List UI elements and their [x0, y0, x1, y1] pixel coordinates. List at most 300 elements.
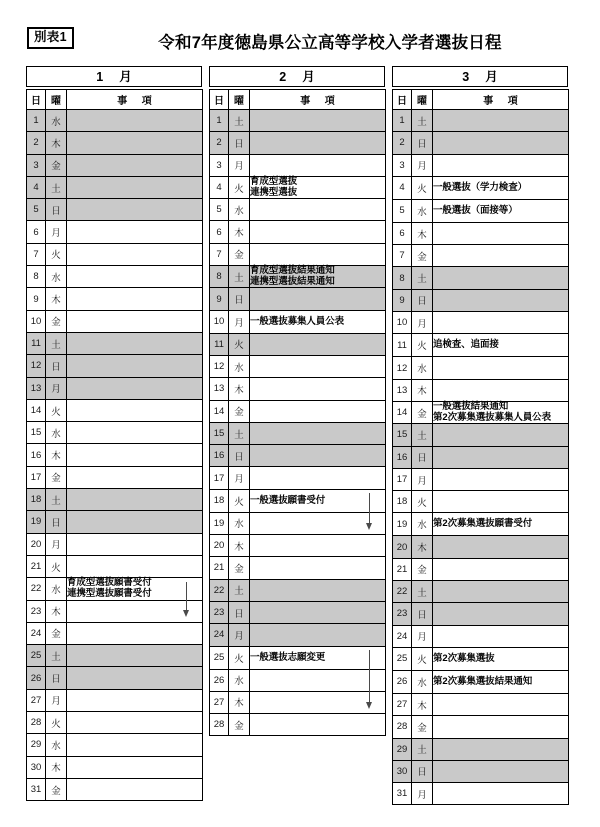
cell-event	[433, 783, 569, 805]
cell-event	[250, 512, 386, 534]
cell-event	[433, 760, 569, 782]
cell-event	[250, 467, 386, 489]
table-row	[27, 622, 203, 644]
cell-event	[67, 622, 203, 644]
cell-event	[67, 756, 203, 778]
cell-weekday: 金	[46, 622, 67, 644]
table-row	[210, 557, 386, 579]
cell-event	[250, 400, 386, 422]
cell-day: 21	[27, 555, 46, 577]
cell-event	[67, 154, 203, 176]
cell-day: 22	[27, 578, 46, 600]
cell-weekday: 木	[46, 756, 67, 778]
cell-event	[67, 332, 203, 354]
table-row	[393, 738, 569, 760]
table-row	[27, 377, 203, 399]
table-row	[27, 511, 203, 533]
cell-day: 19	[27, 511, 46, 533]
cell-weekday: 土	[229, 266, 250, 288]
cell-weekday: 金	[412, 245, 433, 267]
event-line-1: 第2次募集選抜結果通知	[433, 675, 533, 687]
cell-event	[67, 199, 203, 221]
cell-weekday: 日	[46, 667, 67, 689]
table-row	[210, 176, 386, 198]
calendar-table-3	[392, 89, 569, 805]
cell-day: 15	[393, 424, 412, 446]
cell-event	[433, 267, 569, 289]
cell-day: 2	[393, 132, 412, 154]
cell-day: 4	[210, 176, 229, 198]
cell-weekday: 日	[46, 199, 67, 221]
cell-day: 1	[27, 110, 46, 132]
table-row	[27, 422, 203, 444]
cell-event	[67, 176, 203, 198]
cell-event	[250, 199, 386, 221]
cell-day: 24	[27, 622, 46, 644]
cell-event	[67, 466, 203, 488]
cell-day: 11	[210, 333, 229, 355]
event-line-1: 育成型選抜願書受付	[67, 577, 152, 589]
month-title-3	[392, 66, 568, 87]
cell-weekday: 土	[412, 267, 433, 289]
cell-weekday: 火	[229, 333, 250, 355]
cell-day: 7	[210, 243, 229, 265]
cell-weekday: 火	[46, 243, 67, 265]
cell-event	[433, 536, 569, 558]
cell-day: 16	[393, 446, 412, 468]
table-row	[27, 176, 203, 198]
cell-day: 14	[393, 401, 412, 423]
col-header-item	[433, 90, 569, 110]
cell-event	[433, 647, 569, 670]
calendar-table-1	[26, 89, 203, 801]
page-title: 令和7年度徳島県公立高等学校入学者選抜日程	[158, 34, 502, 52]
cell-event	[250, 310, 386, 333]
cell-day: 3	[393, 154, 412, 176]
col-header-day: 日	[210, 90, 229, 110]
cell-weekday: 水	[229, 669, 250, 691]
col-header-item	[250, 90, 386, 110]
calendar-body-2	[210, 110, 386, 736]
event-line-2: 連携型選抜	[250, 186, 298, 198]
cell-event	[250, 355, 386, 377]
table-row	[210, 601, 386, 623]
cell-event	[67, 243, 203, 265]
cell-weekday: 金	[46, 778, 67, 800]
cell-weekday: 月	[412, 625, 433, 647]
cell-weekday: 土	[229, 579, 250, 601]
cell-weekday: 月	[412, 312, 433, 334]
cell-day: 10	[210, 310, 229, 333]
cell-event	[67, 533, 203, 555]
cell-event	[433, 625, 569, 647]
table-row	[393, 693, 569, 715]
cell-weekday: 日	[46, 511, 67, 533]
cell-weekday: 金	[46, 466, 67, 488]
table-row	[393, 289, 569, 311]
table-row	[393, 312, 569, 334]
month-block-2	[209, 66, 385, 736]
cell-event	[67, 399, 203, 421]
event-line-1: 一般選抜募集人員公表	[250, 315, 345, 327]
month-block-3	[392, 66, 568, 805]
cell-event	[250, 624, 386, 646]
cell-event	[433, 176, 569, 199]
cell-day: 18	[393, 491, 412, 513]
cell-weekday: 水	[229, 199, 250, 221]
table-row	[27, 489, 203, 511]
cell-weekday: 木	[229, 378, 250, 400]
cell-day: 26	[27, 667, 46, 689]
table-row	[210, 154, 386, 176]
cell-event	[67, 355, 203, 377]
cell-event	[67, 689, 203, 711]
table-row	[210, 310, 386, 333]
cell-weekday: 土	[229, 422, 250, 444]
table-row	[210, 445, 386, 467]
cell-day: 12	[27, 355, 46, 377]
event-line-1: 追検査、追面接	[433, 339, 499, 351]
cell-event	[433, 693, 569, 715]
table-row	[393, 760, 569, 782]
cell-event	[67, 778, 203, 800]
cell-event	[433, 603, 569, 625]
table-row	[393, 379, 569, 401]
cell-weekday: 木	[46, 600, 67, 622]
cell-weekday: 水	[229, 355, 250, 377]
month-suffix-1: 月	[119, 70, 132, 84]
appendix-badge: 別表1	[27, 27, 74, 49]
cell-event	[433, 154, 569, 176]
table-row	[210, 378, 386, 400]
cell-day: 28	[393, 716, 412, 738]
cell-weekday: 金	[412, 558, 433, 580]
calendar-body-3	[393, 110, 569, 805]
table-row	[27, 110, 203, 132]
table-header-row	[27, 90, 203, 110]
table-row	[210, 512, 386, 534]
cell-event	[433, 581, 569, 603]
cell-event	[433, 132, 569, 154]
cell-weekday: 日	[229, 601, 250, 623]
month-number-3: 3	[462, 70, 470, 84]
cell-weekday: 水	[229, 512, 250, 534]
table-row	[27, 132, 203, 154]
cell-day: 27	[393, 693, 412, 715]
cell-day: 29	[27, 734, 46, 756]
cell-event	[67, 734, 203, 756]
cell-event	[67, 511, 203, 533]
cell-event	[250, 601, 386, 623]
cell-day: 29	[393, 738, 412, 760]
cell-weekday: 月	[412, 783, 433, 805]
month-suffix-2: 月	[302, 70, 315, 84]
cell-weekday: 月	[229, 310, 250, 333]
table-row	[27, 444, 203, 466]
event-line-2: 第2次募集選抜募集人員公表	[433, 411, 551, 423]
cell-weekday: 金	[46, 154, 67, 176]
document-header	[0, 26, 600, 60]
cell-weekday: 木	[412, 693, 433, 715]
cell-weekday: 日	[229, 132, 250, 154]
cell-day: 1	[210, 110, 229, 132]
cell-weekday: 日	[412, 132, 433, 154]
cell-weekday: 月	[46, 533, 67, 555]
cell-event	[67, 578, 203, 600]
cell-event	[433, 222, 569, 244]
cell-day: 22	[393, 581, 412, 603]
table-row	[393, 110, 569, 132]
cell-event	[433, 716, 569, 738]
cell-day: 6	[210, 221, 229, 243]
cell-day: 28	[27, 712, 46, 734]
calendar-table-2	[209, 89, 386, 736]
col-header-item-left: 事	[300, 96, 311, 107]
cell-day: 27	[27, 689, 46, 711]
col-header-item-right: 項	[324, 96, 335, 107]
cell-weekday: 火	[46, 555, 67, 577]
cell-day: 5	[393, 199, 412, 222]
cell-day: 18	[27, 489, 46, 511]
cell-weekday: 水	[46, 422, 67, 444]
cell-day: 16	[27, 444, 46, 466]
cell-weekday: 日	[412, 289, 433, 311]
cell-day: 8	[210, 266, 229, 288]
cell-event	[250, 557, 386, 579]
cell-weekday: 土	[46, 332, 67, 354]
table-row	[210, 624, 386, 646]
table-row	[27, 266, 203, 288]
cell-weekday: 水	[412, 670, 433, 693]
cell-event	[67, 645, 203, 667]
table-header-row	[210, 90, 386, 110]
table-row	[27, 578, 203, 600]
cell-event	[67, 110, 203, 132]
table-row	[27, 756, 203, 778]
cell-event	[67, 310, 203, 332]
table-row	[393, 267, 569, 289]
cell-day: 15	[27, 422, 46, 444]
cell-day: 22	[210, 579, 229, 601]
cell-event	[67, 667, 203, 689]
table-row	[27, 600, 203, 622]
table-row	[27, 355, 203, 377]
col-header-weekday: 曜	[46, 90, 67, 110]
cell-day: 23	[210, 601, 229, 623]
cell-event	[433, 379, 569, 401]
cell-day: 13	[27, 377, 46, 399]
event-line-1: 第2次募集選抜願書受付	[433, 518, 533, 530]
table-row	[27, 310, 203, 332]
cell-weekday: 月	[229, 624, 250, 646]
table-row	[210, 400, 386, 422]
col-header-item-left: 事	[483, 96, 494, 107]
cell-day: 2	[27, 132, 46, 154]
cell-event	[250, 445, 386, 467]
table-row	[210, 535, 386, 557]
cell-event	[433, 245, 569, 267]
table-row	[393, 581, 569, 603]
cell-day: 24	[210, 624, 229, 646]
cell-day: 23	[393, 603, 412, 625]
cell-weekday: 水	[412, 199, 433, 222]
cell-day: 10	[393, 312, 412, 334]
cell-event	[250, 535, 386, 557]
cell-event	[433, 289, 569, 311]
table-row	[210, 489, 386, 512]
table-row	[27, 199, 203, 221]
table-row	[27, 332, 203, 354]
col-header-day: 日	[27, 90, 46, 110]
cell-day: 11	[27, 332, 46, 354]
cell-day: 25	[27, 645, 46, 667]
cell-day: 3	[27, 154, 46, 176]
cell-event	[67, 221, 203, 243]
table-row	[393, 401, 569, 423]
cell-event	[250, 154, 386, 176]
table-row	[393, 558, 569, 580]
cell-event	[250, 132, 386, 154]
cell-event	[67, 377, 203, 399]
cell-event	[67, 712, 203, 734]
cell-day: 7	[393, 245, 412, 267]
cell-day: 17	[393, 468, 412, 490]
cell-day: 23	[27, 600, 46, 622]
table-row	[27, 288, 203, 310]
table-row	[393, 446, 569, 468]
cell-day: 2	[210, 132, 229, 154]
cell-day: 28	[210, 714, 229, 736]
cell-day: 20	[27, 533, 46, 555]
cell-weekday: 火	[412, 647, 433, 670]
table-row	[210, 266, 386, 288]
table-row	[393, 783, 569, 805]
cell-weekday: 金	[229, 243, 250, 265]
cell-event	[250, 110, 386, 132]
cell-weekday: 土	[412, 110, 433, 132]
cell-day: 16	[210, 445, 229, 467]
month-title-2	[209, 66, 385, 87]
cell-weekday: 金	[229, 400, 250, 422]
cell-weekday: 月	[229, 154, 250, 176]
cell-weekday: 日	[412, 603, 433, 625]
cell-day: 10	[27, 310, 46, 332]
cell-day: 14	[27, 399, 46, 421]
cell-weekday: 木	[412, 222, 433, 244]
cell-day: 1	[393, 110, 412, 132]
col-header-item-right: 項	[141, 96, 152, 107]
table-row	[393, 468, 569, 490]
table-row	[393, 199, 569, 222]
table-row	[393, 491, 569, 513]
table-row	[393, 536, 569, 558]
cell-weekday: 土	[229, 110, 250, 132]
cell-day: 26	[393, 670, 412, 693]
table-row	[210, 467, 386, 489]
table-row	[27, 243, 203, 265]
cell-day: 6	[27, 221, 46, 243]
event-line-1: 一般選抜（面接等）	[433, 204, 518, 216]
table-row	[27, 154, 203, 176]
cell-event	[67, 489, 203, 511]
cell-weekday: 火	[412, 491, 433, 513]
cell-day: 21	[210, 557, 229, 579]
cell-weekday: 火	[412, 176, 433, 199]
cell-day: 30	[27, 756, 46, 778]
cell-weekday: 日	[412, 760, 433, 782]
cell-weekday: 水	[46, 578, 67, 600]
cell-weekday: 金	[229, 557, 250, 579]
cell-day: 31	[27, 778, 46, 800]
cell-weekday: 土	[412, 738, 433, 760]
table-row	[393, 513, 569, 536]
cell-day: 9	[393, 289, 412, 311]
table-row	[210, 243, 386, 265]
table-row	[393, 132, 569, 154]
cell-weekday: 木	[46, 444, 67, 466]
cell-day: 15	[210, 422, 229, 444]
col-header-day: 日	[393, 90, 412, 110]
cell-event	[433, 468, 569, 490]
cell-weekday: 木	[46, 288, 67, 310]
cell-day: 18	[210, 489, 229, 512]
cell-event	[433, 334, 569, 357]
cell-event	[67, 600, 203, 622]
cell-event	[433, 199, 569, 222]
cell-day: 21	[393, 558, 412, 580]
cell-event	[250, 579, 386, 601]
cell-event	[250, 266, 386, 288]
col-header-weekday: 曜	[229, 90, 250, 110]
cell-weekday: 火	[46, 712, 67, 734]
cell-event	[250, 333, 386, 355]
cell-day: 8	[393, 267, 412, 289]
cell-weekday: 月	[46, 221, 67, 243]
cell-day: 9	[27, 288, 46, 310]
cell-event	[433, 357, 569, 379]
month-number-1: 1	[96, 70, 104, 84]
table-row	[27, 466, 203, 488]
cell-event	[433, 110, 569, 132]
cell-day: 30	[393, 760, 412, 782]
table-row	[27, 555, 203, 577]
cell-event	[433, 558, 569, 580]
table-row	[27, 645, 203, 667]
cell-weekday: 月	[229, 467, 250, 489]
cell-event	[433, 312, 569, 334]
cell-day: 13	[393, 379, 412, 401]
table-row	[210, 422, 386, 444]
cell-day: 17	[27, 466, 46, 488]
cell-day: 20	[210, 535, 229, 557]
cell-event	[433, 401, 569, 423]
table-row	[27, 734, 203, 756]
cell-weekday: 金	[412, 401, 433, 423]
event-line-1: 一般選抜願書受付	[250, 494, 326, 506]
cell-weekday: 火	[412, 334, 433, 357]
cell-weekday: 水	[46, 266, 67, 288]
cell-weekday: 土	[412, 424, 433, 446]
cell-day: 5	[210, 199, 229, 221]
table-row	[27, 712, 203, 734]
month-title-1	[26, 66, 202, 87]
cell-weekday: 水	[412, 357, 433, 379]
cell-day: 7	[27, 243, 46, 265]
cell-weekday: 日	[229, 288, 250, 310]
event-line-2: 連携型選抜結果通知	[250, 275, 335, 287]
event-line-1: 育成型選抜	[250, 175, 298, 187]
event-line-1: 第2次募集選抜	[433, 652, 495, 664]
